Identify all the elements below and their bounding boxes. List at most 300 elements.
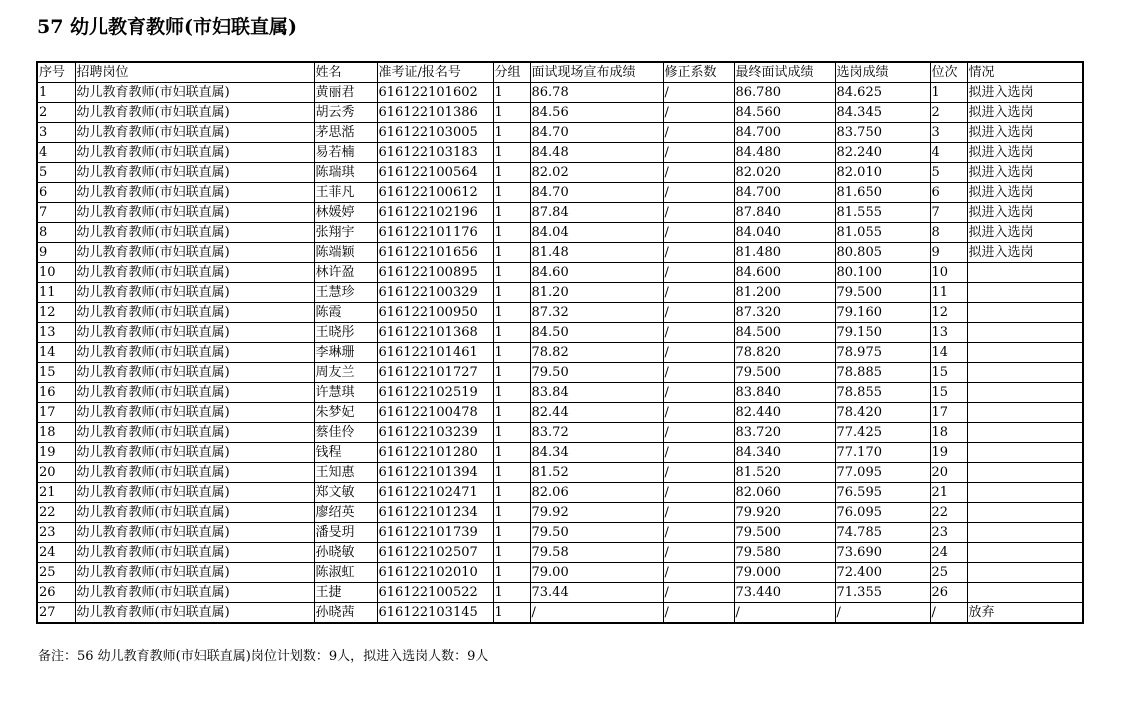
cell-correction: / <box>663 283 734 303</box>
cell-correction: / <box>663 143 734 163</box>
col-header-seq: 序号 <box>37 62 75 83</box>
cell-status <box>967 383 1083 403</box>
cell-onsite-score: 84.04 <box>530 223 663 243</box>
cell-final-score: 79.580 <box>734 543 835 563</box>
cell-position: 幼儿教育教师(市妇联直属) <box>75 123 314 143</box>
table-row <box>37 583 1083 603</box>
cell-rank: 4 <box>930 143 967 163</box>
cell-selection-score: 83.750 <box>835 123 930 143</box>
table-row <box>37 163 1083 183</box>
cell-correction: / <box>663 483 734 503</box>
cell-selection-score: 71.355 <box>835 583 930 603</box>
cell-status <box>967 583 1083 603</box>
table-row <box>37 143 1083 163</box>
cell-seq: 10 <box>37 263 75 283</box>
cell-name: 朱梦妃 <box>314 403 377 423</box>
cell-final-score: 84.560 <box>734 103 835 123</box>
cell-name: 黄丽君 <box>314 83 377 103</box>
cell-correction: / <box>663 223 734 243</box>
cell-name: 李琳珊 <box>314 343 377 363</box>
cell-rank: 23 <box>930 523 967 543</box>
cell-selection-score: 77.425 <box>835 423 930 443</box>
cell-rank: 22 <box>930 503 967 523</box>
cell-seq: 1 <box>37 83 75 103</box>
cell-group: 1 <box>493 603 530 624</box>
cell-position: 幼儿教育教师(市妇联直属) <box>75 263 314 283</box>
cell-correction: / <box>663 543 734 563</box>
cell-final-score: 79.500 <box>734 363 835 383</box>
col-header-selection-score: 选岗成绩 <box>835 62 930 83</box>
table-row <box>37 543 1083 563</box>
cell-name: 王晓彤 <box>314 323 377 343</box>
cell-status: 拟进入选岗 <box>967 243 1083 263</box>
cell-onsite-score: 84.50 <box>530 323 663 343</box>
cell-status: 拟进入选岗 <box>967 83 1083 103</box>
cell-status <box>967 463 1083 483</box>
cell-status <box>967 263 1083 283</box>
cell-final-score: 84.500 <box>734 323 835 343</box>
cell-name: 林许盈 <box>314 263 377 283</box>
cell-seq: 27 <box>37 603 75 624</box>
table-row <box>37 603 1083 624</box>
table-row <box>37 563 1083 583</box>
cell-status <box>967 323 1083 343</box>
cell-status: 拟进入选岗 <box>967 223 1083 243</box>
cell-correction: / <box>663 583 734 603</box>
cell-correction: / <box>663 203 734 223</box>
cell-group: 1 <box>493 163 530 183</box>
cell-correction: / <box>663 123 734 143</box>
cell-selection-score: 81.555 <box>835 203 930 223</box>
cell-name: 林媛婷 <box>314 203 377 223</box>
cell-seq: 3 <box>37 123 75 143</box>
cell-status: 拟进入选岗 <box>967 143 1083 163</box>
cell-name: 王慧珍 <box>314 283 377 303</box>
cell-selection-score: 76.095 <box>835 503 930 523</box>
cell-final-score: 81.480 <box>734 243 835 263</box>
col-header-exam-id: 准考证/报名号 <box>377 62 493 83</box>
cell-name: 易若楠 <box>314 143 377 163</box>
cell-group: 1 <box>493 223 530 243</box>
cell-exam-id: 616122103005 <box>377 123 493 143</box>
cell-group: 1 <box>493 243 530 263</box>
cell-name: 张翔宇 <box>314 223 377 243</box>
cell-name: 陈瑞琪 <box>314 163 377 183</box>
cell-exam-id: 616122101727 <box>377 363 493 383</box>
col-header-correction: 修正系数 <box>663 62 734 83</box>
results-table <box>36 61 1084 624</box>
cell-status <box>967 443 1083 463</box>
cell-name: 茅思湉 <box>314 123 377 143</box>
cell-selection-score: 72.400 <box>835 563 930 583</box>
cell-group: 1 <box>493 203 530 223</box>
cell-correction: / <box>663 383 734 403</box>
cell-position: 幼儿教育教师(市妇联直属) <box>75 363 314 383</box>
cell-exam-id: 616122100564 <box>377 163 493 183</box>
cell-onsite-score: 79.58 <box>530 543 663 563</box>
cell-correction: / <box>663 183 734 203</box>
cell-seq: 15 <box>37 363 75 383</box>
cell-rank: 20 <box>930 463 967 483</box>
cell-final-score: 84.340 <box>734 443 835 463</box>
cell-position: 幼儿教育教师(市妇联直属) <box>75 323 314 343</box>
cell-position: 幼儿教育教师(市妇联直属) <box>75 103 314 123</box>
cell-selection-score: 84.345 <box>835 103 930 123</box>
cell-final-score: 84.040 <box>734 223 835 243</box>
cell-correction: / <box>663 363 734 383</box>
cell-group: 1 <box>493 103 530 123</box>
cell-group: 1 <box>493 423 530 443</box>
cell-exam-id: 616122101280 <box>377 443 493 463</box>
cell-correction: / <box>663 243 734 263</box>
cell-group: 1 <box>493 383 530 403</box>
cell-final-score: 83.720 <box>734 423 835 443</box>
col-header-position: 招聘岗位 <box>75 62 314 83</box>
cell-group: 1 <box>493 143 530 163</box>
cell-status <box>967 283 1083 303</box>
cell-rank: 13 <box>930 323 967 343</box>
cell-position: 幼儿教育教师(市妇联直属) <box>75 583 314 603</box>
cell-exam-id: 616122103239 <box>377 423 493 443</box>
cell-seq: 26 <box>37 583 75 603</box>
cell-position: 幼儿教育教师(市妇联直属) <box>75 523 314 543</box>
cell-onsite-score: 87.32 <box>530 303 663 323</box>
cell-seq: 11 <box>37 283 75 303</box>
cell-seq: 12 <box>37 303 75 323</box>
cell-name: 陈端颖 <box>314 243 377 263</box>
cell-final-score: 83.840 <box>734 383 835 403</box>
cell-status <box>967 543 1083 563</box>
cell-selection-score: 77.170 <box>835 443 930 463</box>
table-row <box>37 523 1083 543</box>
cell-name: 周友兰 <box>314 363 377 383</box>
cell-position: 幼儿教育教师(市妇联直属) <box>75 463 314 483</box>
cell-name: 陈霞 <box>314 303 377 323</box>
cell-status <box>967 303 1083 323</box>
cell-rank: 21 <box>930 483 967 503</box>
cell-onsite-score: 83.72 <box>530 423 663 443</box>
cell-exam-id: 616122100478 <box>377 403 493 423</box>
cell-onsite-score: 87.84 <box>530 203 663 223</box>
cell-seq: 23 <box>37 523 75 543</box>
cell-group: 1 <box>493 343 530 363</box>
cell-group: 1 <box>493 583 530 603</box>
cell-rank: 12 <box>930 303 967 323</box>
cell-name: 郑文敏 <box>314 483 377 503</box>
cell-final-score: 79.000 <box>734 563 835 583</box>
cell-onsite-score: 79.50 <box>530 363 663 383</box>
cell-exam-id: 616122100522 <box>377 583 493 603</box>
cell-name: 孙晓敏 <box>314 543 377 563</box>
table-row <box>37 383 1083 403</box>
cell-rank: 6 <box>930 183 967 203</box>
cell-onsite-score: 78.82 <box>530 343 663 363</box>
cell-group: 1 <box>493 283 530 303</box>
table-row <box>37 203 1083 223</box>
table-header-row <box>37 62 1083 83</box>
cell-status <box>967 343 1083 363</box>
cell-exam-id: 616122101386 <box>377 103 493 123</box>
cell-name: 王捷 <box>314 583 377 603</box>
table-row <box>37 363 1083 383</box>
cell-status: 拟进入选岗 <box>967 103 1083 123</box>
cell-status: 放弃 <box>967 603 1083 624</box>
cell-exam-id: 616122102196 <box>377 203 493 223</box>
cell-rank: 9 <box>930 243 967 263</box>
cell-seq: 24 <box>37 543 75 563</box>
cell-position: 幼儿教育教师(市妇联直属) <box>75 243 314 263</box>
cell-name: 陈淑虹 <box>314 563 377 583</box>
table-row <box>37 283 1083 303</box>
cell-seq: 14 <box>37 343 75 363</box>
cell-final-score: 84.700 <box>734 183 835 203</box>
cell-status: 拟进入选岗 <box>967 203 1083 223</box>
table-row <box>37 303 1083 323</box>
cell-final-score: / <box>734 603 835 624</box>
cell-selection-score: 76.595 <box>835 483 930 503</box>
cell-rank: 7 <box>930 203 967 223</box>
cell-onsite-score: 79.00 <box>530 563 663 583</box>
cell-seq: 16 <box>37 383 75 403</box>
cell-selection-score: 84.625 <box>835 83 930 103</box>
cell-name: 廖绍英 <box>314 503 377 523</box>
table-row <box>37 443 1083 463</box>
cell-selection-score: 81.650 <box>835 183 930 203</box>
table-row <box>37 463 1083 483</box>
cell-onsite-score: 79.50 <box>530 523 663 543</box>
cell-seq: 21 <box>37 483 75 503</box>
cell-rank: 25 <box>930 563 967 583</box>
cell-seq: 6 <box>37 183 75 203</box>
cell-exam-id: 616122101368 <box>377 323 493 343</box>
cell-exam-id: 616122102519 <box>377 383 493 403</box>
cell-seq: 9 <box>37 243 75 263</box>
cell-rank: 24 <box>930 543 967 563</box>
cell-name: 王知惠 <box>314 463 377 483</box>
cell-exam-id: 616122103145 <box>377 603 493 624</box>
cell-onsite-score: 84.48 <box>530 143 663 163</box>
cell-onsite-score: 79.92 <box>530 503 663 523</box>
cell-status <box>967 423 1083 443</box>
cell-onsite-score: 81.48 <box>530 243 663 263</box>
cell-group: 1 <box>493 303 530 323</box>
cell-name: 王菲凡 <box>314 183 377 203</box>
table-row <box>37 323 1083 343</box>
cell-selection-score: 82.240 <box>835 143 930 163</box>
cell-final-score: 81.520 <box>734 463 835 483</box>
cell-rank: 15 <box>930 383 967 403</box>
cell-position: 幼儿教育教师(市妇联直属) <box>75 603 314 624</box>
cell-correction: / <box>663 563 734 583</box>
table-row <box>37 83 1083 103</box>
cell-onsite-score: 81.52 <box>530 463 663 483</box>
cell-exam-id: 616122102507 <box>377 543 493 563</box>
cell-onsite-score: 82.06 <box>530 483 663 503</box>
cell-position: 幼儿教育教师(市妇联直属) <box>75 303 314 323</box>
cell-status <box>967 523 1083 543</box>
cell-position: 幼儿教育教师(市妇联直属) <box>75 223 314 243</box>
cell-group: 1 <box>493 83 530 103</box>
cell-exam-id: 616122101656 <box>377 243 493 263</box>
cell-position: 幼儿教育教师(市妇联直属) <box>75 143 314 163</box>
cell-final-score: 82.060 <box>734 483 835 503</box>
cell-rank: / <box>930 603 967 624</box>
cell-position: 幼儿教育教师(市妇联直属) <box>75 83 314 103</box>
cell-status <box>967 363 1083 383</box>
cell-exam-id: 616122101176 <box>377 223 493 243</box>
cell-onsite-score: 84.70 <box>530 123 663 143</box>
cell-selection-score: 73.690 <box>835 543 930 563</box>
cell-seq: 5 <box>37 163 75 183</box>
cell-position: 幼儿教育教师(市妇联直属) <box>75 503 314 523</box>
cell-exam-id: 616122100950 <box>377 303 493 323</box>
cell-group: 1 <box>493 523 530 543</box>
cell-name: 孙晓茜 <box>314 603 377 624</box>
cell-status <box>967 483 1083 503</box>
cell-final-score: 79.920 <box>734 503 835 523</box>
cell-final-score: 86.780 <box>734 83 835 103</box>
cell-exam-id: 616122100895 <box>377 263 493 283</box>
cell-rank: 14 <box>930 343 967 363</box>
cell-position: 幼儿教育教师(市妇联直属) <box>75 183 314 203</box>
cell-correction: / <box>663 603 734 624</box>
cell-seq: 4 <box>37 143 75 163</box>
table-row <box>37 343 1083 363</box>
cell-group: 1 <box>493 483 530 503</box>
cell-exam-id: 616122101234 <box>377 503 493 523</box>
cell-correction: / <box>663 423 734 443</box>
cell-rank: 5 <box>930 163 967 183</box>
cell-final-score: 84.700 <box>734 123 835 143</box>
cell-selection-score: 80.805 <box>835 243 930 263</box>
cell-rank: 2 <box>930 103 967 123</box>
cell-selection-score: 78.420 <box>835 403 930 423</box>
cell-exam-id: 616122101394 <box>377 463 493 483</box>
cell-final-score: 82.440 <box>734 403 835 423</box>
cell-position: 幼儿教育教师(市妇联直属) <box>75 163 314 183</box>
cell-rank: 3 <box>930 123 967 143</box>
cell-selection-score: 78.975 <box>835 343 930 363</box>
cell-position: 幼儿教育教师(市妇联直属) <box>75 443 314 463</box>
cell-onsite-score: / <box>530 603 663 624</box>
cell-onsite-score: 84.70 <box>530 183 663 203</box>
cell-rank: 18 <box>930 423 967 443</box>
col-header-onsite-score: 面试现场宣布成绩 <box>530 62 663 83</box>
cell-selection-score: 82.010 <box>835 163 930 183</box>
cell-selection-score: 79.160 <box>835 303 930 323</box>
table-row <box>37 263 1083 283</box>
cell-group: 1 <box>493 563 530 583</box>
cell-rank: 1 <box>930 83 967 103</box>
cell-final-score: 81.200 <box>734 283 835 303</box>
cell-correction: / <box>663 263 734 283</box>
cell-seq: 7 <box>37 203 75 223</box>
cell-correction: / <box>663 343 734 363</box>
cell-exam-id: 616122102471 <box>377 483 493 503</box>
cell-position: 幼儿教育教师(市妇联直属) <box>75 563 314 583</box>
cell-selection-score: 77.095 <box>835 463 930 483</box>
cell-group: 1 <box>493 363 530 383</box>
table-row <box>37 483 1083 503</box>
cell-onsite-score: 81.20 <box>530 283 663 303</box>
cell-seq: 13 <box>37 323 75 343</box>
col-header-rank: 位次 <box>930 62 967 83</box>
cell-seq: 8 <box>37 223 75 243</box>
cell-group: 1 <box>493 543 530 563</box>
cell-exam-id: 616122102010 <box>377 563 493 583</box>
cell-rank: 15 <box>930 363 967 383</box>
cell-rank: 10 <box>930 263 967 283</box>
cell-onsite-score: 84.34 <box>530 443 663 463</box>
cell-final-score: 78.820 <box>734 343 835 363</box>
cell-onsite-score: 82.02 <box>530 163 663 183</box>
cell-selection-score: / <box>835 603 930 624</box>
cell-exam-id: 616122101602 <box>377 83 493 103</box>
cell-status <box>967 403 1083 423</box>
table-row <box>37 103 1083 123</box>
cell-correction: / <box>663 523 734 543</box>
table-row <box>37 403 1083 423</box>
cell-selection-score: 74.785 <box>835 523 930 543</box>
cell-selection-score: 79.500 <box>835 283 930 303</box>
cell-group: 1 <box>493 183 530 203</box>
cell-seq: 20 <box>37 463 75 483</box>
cell-final-score: 79.500 <box>734 523 835 543</box>
cell-group: 1 <box>493 403 530 423</box>
cell-group: 1 <box>493 463 530 483</box>
cell-correction: / <box>663 463 734 483</box>
cell-correction: / <box>663 303 734 323</box>
cell-correction: / <box>663 83 734 103</box>
cell-status: 拟进入选岗 <box>967 183 1083 203</box>
cell-correction: / <box>663 443 734 463</box>
table-row <box>37 183 1083 203</box>
cell-seq: 18 <box>37 423 75 443</box>
cell-rank: 19 <box>930 443 967 463</box>
footnote: 备注：56 幼儿教育教师(市妇联直属)岗位计划数：9人，拟进入选岗人数：9人 <box>38 649 489 664</box>
cell-position: 幼儿教育教师(市妇联直属) <box>75 343 314 363</box>
cell-rank: 8 <box>930 223 967 243</box>
cell-group: 1 <box>493 323 530 343</box>
cell-name: 潘旻玥 <box>314 523 377 543</box>
cell-position: 幼儿教育教师(市妇联直属) <box>75 423 314 443</box>
cell-status <box>967 503 1083 523</box>
cell-final-score: 82.020 <box>734 163 835 183</box>
cell-exam-id: 616122101739 <box>377 523 493 543</box>
cell-final-score: 84.600 <box>734 263 835 283</box>
cell-status <box>967 563 1083 583</box>
cell-status: 拟进入选岗 <box>967 123 1083 143</box>
cell-position: 幼儿教育教师(市妇联直属) <box>75 483 314 503</box>
cell-exam-id: 616122101461 <box>377 343 493 363</box>
cell-rank: 11 <box>930 283 967 303</box>
table-row <box>37 123 1083 143</box>
cell-correction: / <box>663 403 734 423</box>
cell-correction: / <box>663 103 734 123</box>
cell-selection-score: 78.885 <box>835 363 930 383</box>
cell-onsite-score: 84.60 <box>530 263 663 283</box>
cell-selection-score: 81.055 <box>835 223 930 243</box>
cell-seq: 25 <box>37 563 75 583</box>
table-row <box>37 503 1083 523</box>
cell-group: 1 <box>493 123 530 143</box>
cell-final-score: 84.480 <box>734 143 835 163</box>
cell-group: 1 <box>493 263 530 283</box>
cell-onsite-score: 82.44 <box>530 403 663 423</box>
cell-correction: / <box>663 323 734 343</box>
col-header-group: 分组 <box>493 62 530 83</box>
cell-position: 幼儿教育教师(市妇联直属) <box>75 383 314 403</box>
